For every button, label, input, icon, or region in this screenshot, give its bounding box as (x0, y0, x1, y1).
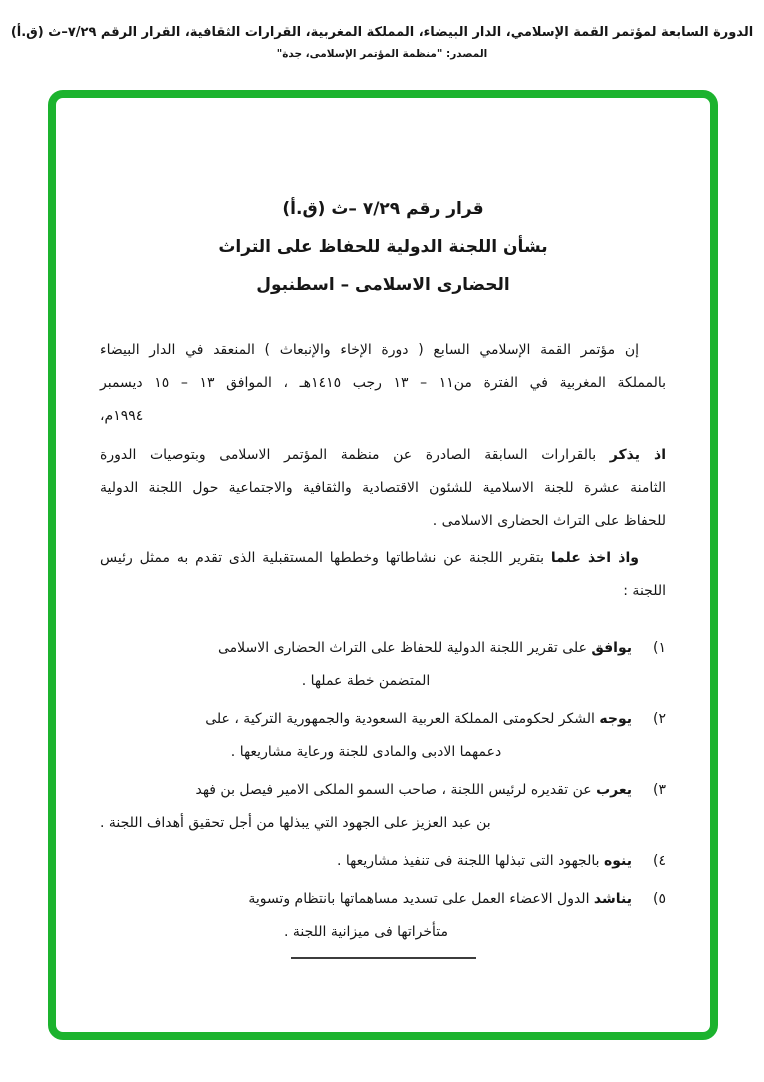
header-source-line: المصدر: "منظمة المؤتمر الإسلامى، جدة" (276, 48, 488, 60)
operative-items-list (100, 632, 666, 949)
item-4-lead-word: ينوه (603, 853, 632, 869)
item-2-line-2: دعمهما الادبى والمادى للجنة ورعاية مشاريعها . (230, 744, 502, 760)
resolution-title (100, 190, 666, 304)
preamble-2-line-3: للحفاظ على التراث الحضارى الاسلامى . (432, 513, 666, 529)
item-2-line-1 (100, 703, 632, 736)
resolution-title-line-3: الحضارى الاسلامى – اسطنبول (256, 275, 510, 295)
item-5-lead-word: يناشد (593, 891, 632, 907)
item-4-number: ٤) (653, 853, 666, 869)
item-3-line-1-text: عن تقديره لرئيس اللجنة ، صاحب السمو الملكى الامير فيصل بن فهد (195, 782, 597, 798)
preamble-3-line-2: اللجنة : (623, 583, 666, 599)
list-item-4 (100, 845, 666, 878)
preamble-2-lead-word: اذ يذكر (609, 447, 666, 463)
preamble-2-line-2: الثامنة عشرة للجنة الاسلامية للشئون الاقتصادية والثقافية والاجتماعية حول اللجنة الدولية (100, 480, 666, 496)
preamble-1-line-1: إن مؤتمر القمة الإسلامي السابع ( دورة الإخاء والإنبعاث ) المنعقد في الدار البيضاء (100, 342, 639, 358)
preamble-paragraph-2 (100, 439, 666, 538)
resolution-document (56, 98, 710, 959)
item-2-text (100, 703, 632, 769)
item-1-text (100, 632, 632, 698)
footer-divider-line (291, 957, 476, 959)
item-1-lead-word: يوافق (591, 640, 632, 656)
list-item-3 (100, 774, 666, 840)
item-2-lead-word: يوجه (599, 711, 632, 727)
preamble-1-line-3: ١٩٩٤م، (100, 408, 144, 424)
green-document-frame (48, 90, 718, 1040)
item-3-lead-word: يعرب (596, 782, 632, 798)
item-1-line-1-text: على تقرير اللجنة الدولية للحفاظ على التراث الحضارى الاسلامى (218, 640, 592, 656)
item-3-text (100, 774, 632, 840)
item-5-line-2: متأخراتها فى ميزانية اللجنة . (283, 924, 448, 940)
item-1-line-1 (100, 632, 632, 665)
preamble-3-line-1 (100, 542, 666, 575)
resolution-title-line-2: بشأن اللجنة الدولية للحفاظ على التراث (218, 237, 548, 257)
item-2-number: ٢) (653, 711, 666, 727)
list-item-2 (100, 703, 666, 769)
resolution-title-line-1: قرار رقم ٧/٢٩ –ث (ق.أ) (282, 199, 484, 219)
preamble-2-line-1-text: بالقرارات السابقة الصادرة عن منظمة المؤتمر الاسلامى وبتوصيات الدورة (100, 447, 610, 463)
item-2-line-1-text: الشكر لحكومتى المملكة العربية السعودية والجمهورية التركية ، على (205, 711, 600, 727)
item-5-text (100, 883, 632, 949)
preamble-3-line-1-text: بتقرير اللجنة عن نشاطاتها وخططها المستقبلية الذى تقدم به ممثل رئيس (100, 550, 551, 566)
item-1-line-2: المتضمن خطة عملها . (301, 673, 431, 689)
item-5-line-1 (100, 883, 632, 916)
item-3-number: ٣) (653, 782, 666, 798)
page-header (0, 0, 764, 60)
preamble-paragraph-3 (100, 542, 666, 608)
item-4-text (100, 845, 632, 878)
item-3-line-1 (100, 774, 632, 807)
item-1-number: ١) (653, 640, 666, 656)
item-4-line-1-text: بالجهود التى تبذلها اللجنة فى تنفيذ مشاريعها . (336, 853, 604, 869)
item-5-number: ٥) (653, 891, 666, 907)
list-item-5 (100, 883, 666, 949)
item-3-line-2: بن عبد العزيز على الجهود التي يبذلها من أجل تحقيق أهداف اللجنة . (100, 815, 491, 831)
preamble-paragraph-1 (100, 334, 666, 433)
header-caption: الدورة السابعة لمؤتمر القمة الإسلامي، الدار البيضاء، المملكة المغربية، القرارات الثقافية، القرار الرقم ٧/٢٩–ث (ق.أ) (10, 25, 754, 40)
list-item-1 (100, 632, 666, 698)
preamble-2-line-1 (100, 439, 666, 472)
item-4-line-1 (100, 845, 632, 878)
item-5-line-1-text: الدول الاعضاء العمل على تسديد مساهماتها بانتظام وتسوية (248, 891, 594, 907)
preamble-3-lead-word: واذ اخذ علما (550, 550, 639, 566)
preamble-1-line-2: بالمملكة المغربية في الفترة من١١ – ١٣ رجب ١٤١٥هـ ، الموافق ١٣ – ١٥ ديسمبر (100, 375, 667, 391)
